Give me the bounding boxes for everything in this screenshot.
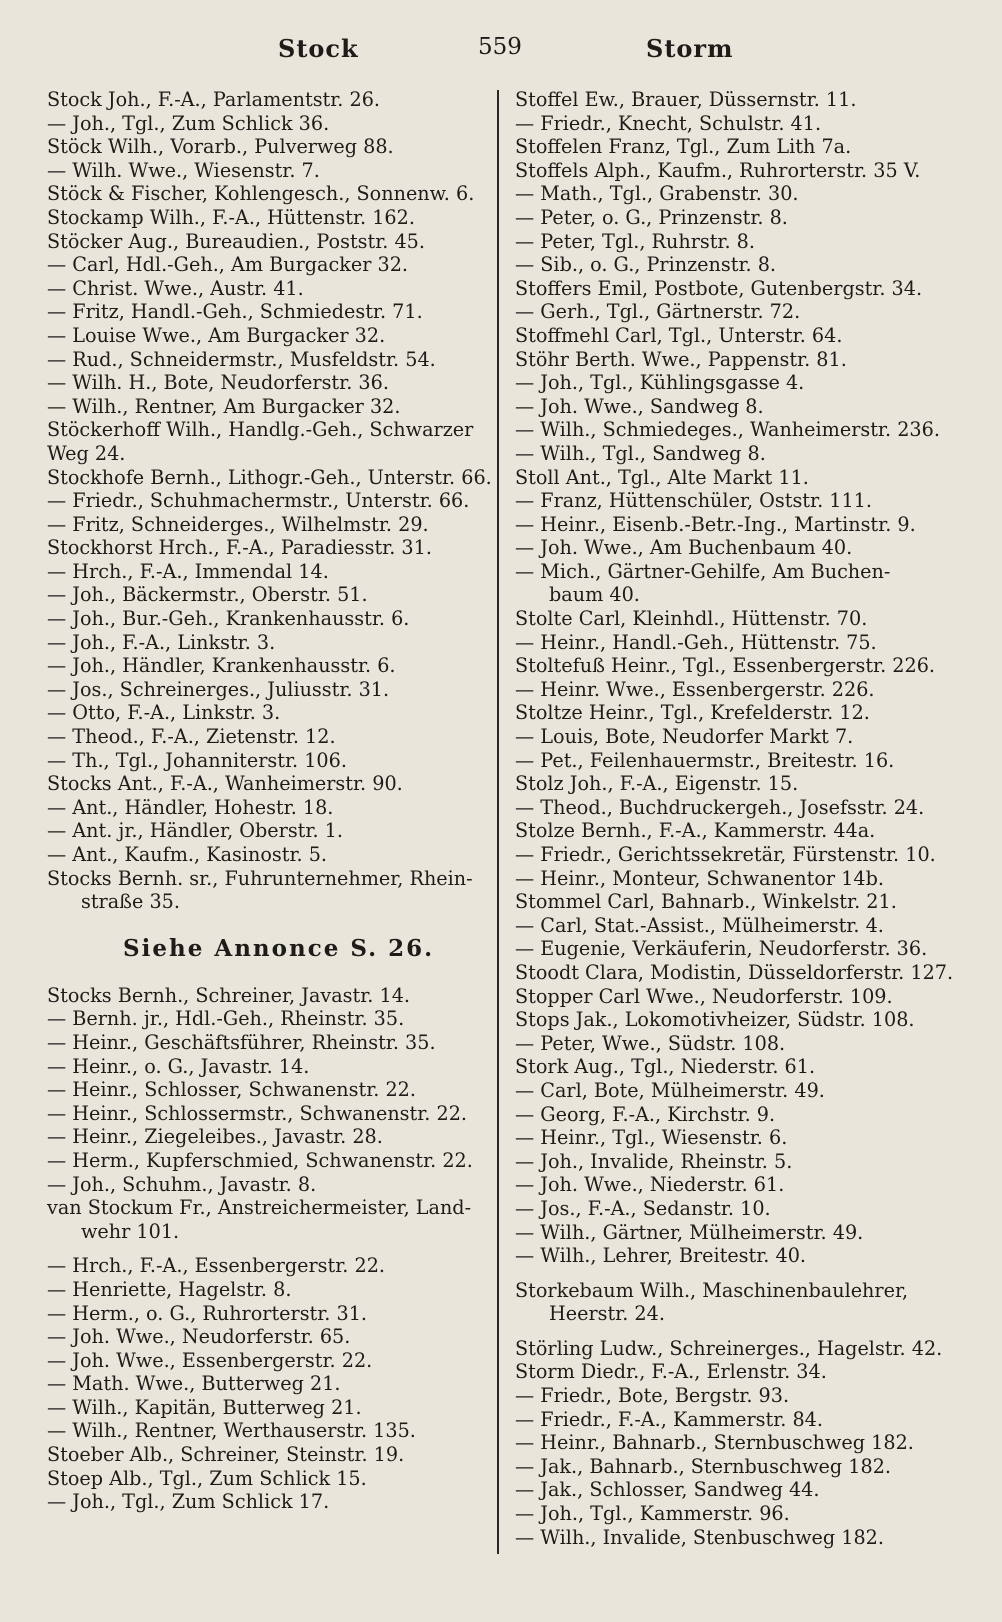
directory-entry: — Friedr., Gerichtssekretär, Fürstenstr. 10. [515, 843, 936, 866]
directory-entry: — Henriette, Hagelstr. 8. [47, 1277, 292, 1301]
directory-entry: — Ant., Kaufm., Kasinostr. 5. [47, 843, 328, 866]
directory-entry: Weg 24. [47, 441, 126, 465]
directory-entry: — Heinr., Schlossermstr., Schwanenstr. 22. [47, 1101, 468, 1125]
directory-entry: Stoeber Alb., Schreiner, Steinstr. 19. [47, 1443, 405, 1467]
directory-entry: — Carl, Bote, Mülheimerstr. 49. [515, 1078, 825, 1102]
directory-entry: — Fritz, Schneiderges., Wilhelmstr. 29. [47, 512, 429, 536]
directory-entry: Stoffmehl Carl, Tgl., Unterstr. 64. [515, 323, 843, 347]
page-number: 559 [478, 34, 522, 60]
directory-entry: Stolz Joh., F.-A., Eigenstr. 15. [515, 772, 799, 796]
directory-entry: Stoffel Ew., Brauer, Düssernstr. 11. [515, 88, 857, 111]
directory-entry: — Joh. Wwe., Am Buchenbaum 40. [515, 536, 853, 560]
directory-entry: — Joh. Wwe., Neudorferstr. 65. [47, 1325, 351, 1349]
directory-entry: — Gerh., Tgl., Gärtnerstr. 72. [515, 300, 801, 324]
directory-entry: — Ant., Händler, Hohestr. 18. [47, 795, 334, 819]
directory-entry: — Jak., Schlosser, Sandweg 44. [515, 1478, 820, 1502]
directory-entry: Stopper Carl Wwe., Neudorferstr. 109. [515, 984, 893, 1008]
right-entries-block-2 [515, 1279, 947, 1326]
directory-entry: Stockhorst Hrch., F.-A., Paradiesstr. 31. [47, 536, 432, 560]
directory-entry: — Heinr., Handl.-Geh., Hüttenstr. 75. [515, 630, 877, 654]
directory-entry: — Christ. Wwe., Austr. 41. [47, 276, 304, 300]
directory-entry: — Th., Tgl., Johanniterstr. 106. [47, 748, 347, 772]
directory-entry: — Wilh., Kapitän, Butterweg 21. [47, 1395, 362, 1419]
directory-entry: — Hrch., F.-A., Immendal 14. [47, 559, 329, 583]
directory-entry: — Carl, Hdl.-Geh., Am Burgacker 32. [47, 253, 409, 277]
right-column [515, 88, 954, 1549]
directory-entry: — Louis, Bote, Neudorfer Markt 7. [515, 725, 854, 749]
directory-entry: — Heinr., Schlosser, Schwanenstr. 22. [47, 1078, 416, 1102]
directory-entry: — Peter, o. G., Prinzenstr. 8. [515, 205, 788, 229]
directory-entry: Stork Aug., Tgl., Niederstr. 61. [515, 1055, 816, 1079]
directory-entry: — Pet., Feilenhauermstr., Breitestr. 16. [515, 748, 895, 772]
section-gap [47, 1243, 483, 1254]
directory-entry: Storm Diedr., F.-A., Erlenstr. 34. [515, 1360, 827, 1384]
directory-entry: Stockamp Wilh., F.-A., Hüttenstr. 162. [47, 205, 415, 229]
directory-entry: Stoffelen Franz, Tgl., Zum Lith 7a. [515, 135, 852, 159]
directory-entry: — Friedr., Knecht, Schulstr. 41. [515, 111, 822, 135]
directory-entry: — Joh. Wwe., Niederstr. 61. [515, 1173, 785, 1197]
directory-entry: — Wilh. Wwe., Wiesenstr. 7. [47, 158, 320, 182]
directory-entry: Stoll Ant., Tgl., Alte Markt 11. [515, 465, 809, 489]
directory-entry: — Wilh., Rentner, Werthauserstr. 135. [47, 1419, 416, 1443]
directory-entry: wehr 101. [81, 1219, 180, 1243]
directory-entry: — Joh., Tgl., Zum Schlick 36. [47, 111, 330, 135]
directory-entry: — Peter, Wwe., Südstr. 108. [515, 1031, 786, 1055]
directory-entry: — Heinr., o. G., Javastr. 14. [47, 1054, 310, 1078]
directory-entry: Stock Joh., F.-A., Parlamentstr. 26. [47, 88, 381, 111]
directory-entry: — Wilh., Invalide, Stenbuschweg 182. [515, 1525, 884, 1549]
directory-entry: — Joh. Wwe., Essenbergerstr. 22. [47, 1348, 373, 1372]
directory-entry: — Friedr., F.-A., Kammerstr. 84. [515, 1407, 823, 1431]
directory-entry: — Heinr., Geschäftsführer, Rheinstr. 35. [47, 1030, 436, 1054]
directory-entry: Stöck & Fischer, Kohlengesch., Sonnenw. 6. [47, 182, 475, 206]
directory-entry: — Heinr., Eisenb.-Betr.-Ing., Martinstr. 9. [515, 512, 916, 536]
right-entries-block-1 [515, 88, 954, 1268]
directory-entry: — Heinr., Ziegeleibes., Javastr. 28. [47, 1125, 383, 1149]
directory-entry: Stoltefuß Heinr., Tgl., Essenbergerstr. 226. [515, 654, 936, 678]
directory-entry: — Joh., Schuhm., Javastr. 8. [47, 1172, 317, 1196]
directory-entry: Stoltze Heinr., Tgl., Krefelderstr. 12. [515, 701, 870, 725]
left-entries-block-3 [47, 1254, 483, 1514]
directory-entry: baum 40. [549, 583, 640, 607]
directory-entry: — Jos., F.-A., Sedanstr. 10. [515, 1196, 771, 1220]
directory-entry: — Joh., Bäckermstr., Oberstr. 51. [47, 583, 368, 607]
directory-entry: Stockhofe Bernh., Lithogr.-Geh., Unterstr. 66. [47, 465, 492, 489]
directory-entry: — Bernh. jr., Hdl.-Geh., Rheinstr. 35. [47, 1007, 405, 1031]
directory-entry: — Wilh. H., Bote, Neudorferstr. 36. [47, 371, 389, 395]
directory-entry: — Math., Tgl., Grabenstr. 30. [515, 182, 799, 206]
directory-entry: — Joh., Tgl., Kammerstr. 96. [515, 1502, 790, 1526]
directory-entry: — Joh., Bur.-Geh., Krankenhausstr. 6. [47, 607, 410, 631]
directory-entry: — Math. Wwe., Butterweg 21. [47, 1372, 341, 1396]
annonce-notice: Siehe Annonce S. 26. [123, 934, 435, 962]
directory-entry: — Sib., o. G., Prinzenstr. 8. [515, 253, 777, 277]
directory-entry: — Jos., Schreinerges., Juliusstr. 31. [47, 677, 390, 701]
directory-entry: van Stockum Fr., Anstreichermeister, Land- [47, 1196, 472, 1220]
directory-entry: Stocks Bernh., Schreiner, Javastr. 14. [47, 983, 410, 1007]
column-divider [497, 90, 499, 1554]
directory-entry: Stoffels Alph., Kaufm., Ruhrorterstr. 35 V. [515, 158, 921, 182]
directory-entry: — Wilh., Rentner, Am Burgacker 32. [47, 394, 401, 418]
section-gap [515, 1268, 947, 1279]
directory-entry: — Herm., o. G., Ruhrorterstr. 31. [47, 1301, 368, 1325]
directory-entry: — Mich., Gärtner-Gehilfe, Am Buchen- [515, 559, 891, 583]
directory-entry: Störling Ludw., Schreinerges., Hagelstr. 42. [515, 1336, 943, 1360]
directory-entry: — Heinr., Monteur, Schwanentor 14b. [515, 866, 884, 890]
directory-entry: Stoep Alb., Tgl., Zum Schlick 15. [47, 1466, 367, 1490]
directory-entry: — Wilh., Lehrer, Breitestr. 40. [515, 1244, 807, 1268]
directory-entry: — Joh., Tgl., Zum Schlick 17. [47, 1490, 330, 1514]
directory-entry: Stöck Wilh., Vorarb., Pulverweg 88. [47, 135, 394, 159]
directory-entry: Stommel Carl, Bahnarb., Winkelstr. 21. [515, 890, 897, 914]
directory-entry: — Wilh., Tgl., Sandweg 8. [515, 441, 766, 465]
directory-entry: — Carl, Stat.-Assist., Mülheimerstr. 4. [515, 913, 884, 937]
right-entries-block-3 [515, 1337, 947, 1549]
directory-entry: Stöckerhoff Wilh., Handlg.-Geh., Schwarzer [47, 418, 474, 442]
directory-entry: Stoodt Clara, Modistin, Düsseldorferstr. 127. [515, 960, 954, 984]
header-right-keyword: Storm [646, 34, 734, 63]
directory-entry: — Ant. jr., Händler, Oberstr. 1. [47, 819, 343, 843]
directory-entry: — Eugenie, Verkäuferin, Neudorferstr. 36. [515, 937, 928, 961]
directory-entry: — Hrch., F.-A., Essenbergerstr. 22. [47, 1254, 386, 1278]
header-left-keyword: Stock [278, 34, 359, 63]
directory-entry: — Wilh., Gärtner, Mülheimerstr. 49. [515, 1220, 864, 1244]
directory-entry: Stöcker Aug., Bureaudien., Poststr. 45. [47, 229, 425, 253]
left-entries-block-1 [47, 88, 492, 914]
directory-entry: — Otto, F.-A., Linkstr. 3. [47, 701, 281, 725]
directory-entry: — Friedr., Bote, Bergstr. 93. [515, 1384, 790, 1408]
directory-entry: — Joh., F.-A., Linkstr. 3. [47, 630, 276, 654]
directory-entry: — Joh., Tgl., Kühlingsgasse 4. [515, 371, 805, 395]
directory-entry: — Georg, F.-A., Kirchstr. 9. [515, 1102, 776, 1126]
directory-entry: — Joh., Händler, Krankenhausstr. 6. [47, 654, 396, 678]
left-entries-block-2 [47, 984, 483, 1244]
directory-entry: Stöhr Berth. Wwe., Pappenstr. 81. [515, 347, 847, 371]
directory-entry: Storkebaum Wilh., Maschinenbaulehrer, [515, 1278, 909, 1302]
directory-entry: — Louise Wwe., Am Burgacker 32. [47, 323, 386, 347]
directory-entry: — Joh. Wwe., Sandweg 8. [515, 394, 764, 418]
directory-entry: Stoffers Emil, Postbote, Gutenbergstr. 34. [515, 276, 923, 300]
directory-entry: — Theod., F.-A., Zietenstr. 12. [47, 725, 336, 749]
directory-entry: — Heinr., Tgl., Wiesenstr. 6. [515, 1126, 788, 1150]
directory-entry: — Jak., Bahnarb., Sternbuschweg 182. [515, 1454, 892, 1478]
directory-entry: straße 35. [81, 890, 180, 914]
directory-entry: Heerstr. 24. [549, 1302, 665, 1326]
directory-entry: Stocks Ant., F.-A., Wanheimerstr. 90. [47, 772, 403, 796]
directory-entry: — Rud., Schneidermstr., Musfeldstr. 54. [47, 347, 436, 371]
directory-entry: Stolte Carl, Kleinhdl., Hüttenstr. 70. [515, 607, 868, 631]
section-gap [515, 1326, 947, 1337]
directory-entry: — Theod., Buchdruckergeh., Josefsstr. 24. [515, 795, 925, 819]
directory-entry: Stocks Bernh. sr., Fuhrunternehmer, Rhein- [47, 866, 473, 890]
directory-entry: — Fritz, Handl.-Geh., Schmiedestr. 71. [47, 300, 423, 324]
directory-entry: — Herm., Kupferschmied, Schwanenstr. 22. [47, 1148, 473, 1172]
directory-entry: — Heinr. Wwe., Essenbergerstr. 226. [515, 677, 875, 701]
directory-entry: — Friedr., Schuhmachermstr., Unterstr. 66. [47, 489, 470, 513]
directory-entry: Stops Jak., Lokomotivheizer, Südstr. 108. [515, 1008, 915, 1032]
directory-entry: — Wilh., Schmiedeges., Wanheimerstr. 236. [515, 418, 940, 442]
directory-entry: — Peter, Tgl., Ruhrstr. 8. [515, 229, 755, 253]
directory-entry: — Franz, Hüttenschüler, Oststr. 111. [515, 489, 872, 513]
directory-entry: — Heinr., Bahnarb., Sternbuschweg 182. [515, 1431, 914, 1455]
left-column [47, 88, 492, 1514]
directory-entry: Stolze Bernh., F.-A., Kammerstr. 44a. [515, 819, 876, 843]
directory-entry: — Joh., Invalide, Rheinstr. 5. [515, 1149, 793, 1173]
